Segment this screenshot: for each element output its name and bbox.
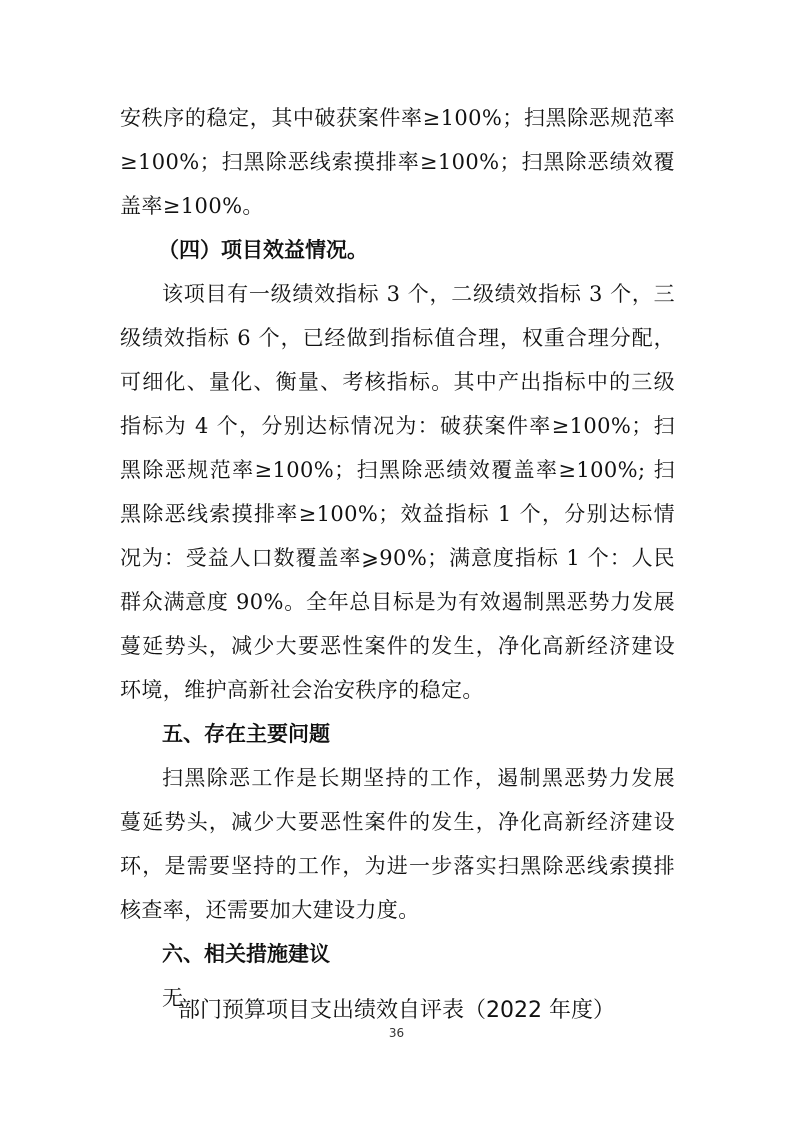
section-six-content: 无: [162, 986, 183, 1010]
section-five-heading: 五、存在主要问题: [162, 722, 330, 746]
section-four-paragraph: 该项目有一级绩效指标 3 个，二级绩效指标 3 个，三级绩效指标 6 个，已经做到指标值合理，权重合理分配，可细化、量化、衡量、考核指标。其中产出指标中的三级指标为 4 个，分别达标情况为：破获案件率≥100%；扫黑除恶规范率≥100%；扫黑除恶绩效覆盖率≥100%; 扫黑除恶线索摸排率≥100%；效益指标 1 个，分别达标情况为：受益人口数覆盖率⩾90%；满意度指标 1 个：人民群众满意度 90%。全年总目标是为有效遏制黑恶势力发展蔓延势头，减少大要恶性案件的发生，净化高新经济建设环境，维护高新社会治安秩序的稳定。: [120, 282, 675, 702]
section-five-paragraph: 扫黑除恶工作是长期坚持的工作，遏制黑恶势力发展蔓延势头，减少大要恶性案件的发生，净化高新经济建设环，是需要坚持的工作，为进一步落实扫黑除恶线索摸排核查率，还需要加大建设力度。: [120, 766, 675, 922]
page-number: 36: [388, 1026, 405, 1040]
intro-paragraph: 安秩序的稳定，其中破获案件率≥100%；扫黑除恶规范率≥100%；扫黑除恶线索摸排率≥100%；扫黑除恶绩效覆盖率≥100%。: [120, 106, 675, 218]
section-four-heading: （四）项目效益情况。: [158, 238, 368, 262]
section-six-heading: 六、相关措施建议: [162, 942, 330, 966]
table-title: 部门预算项目支出绩效自评表（2022 年度）: [178, 998, 615, 1023]
document-body: [120, 96, 675, 1020]
